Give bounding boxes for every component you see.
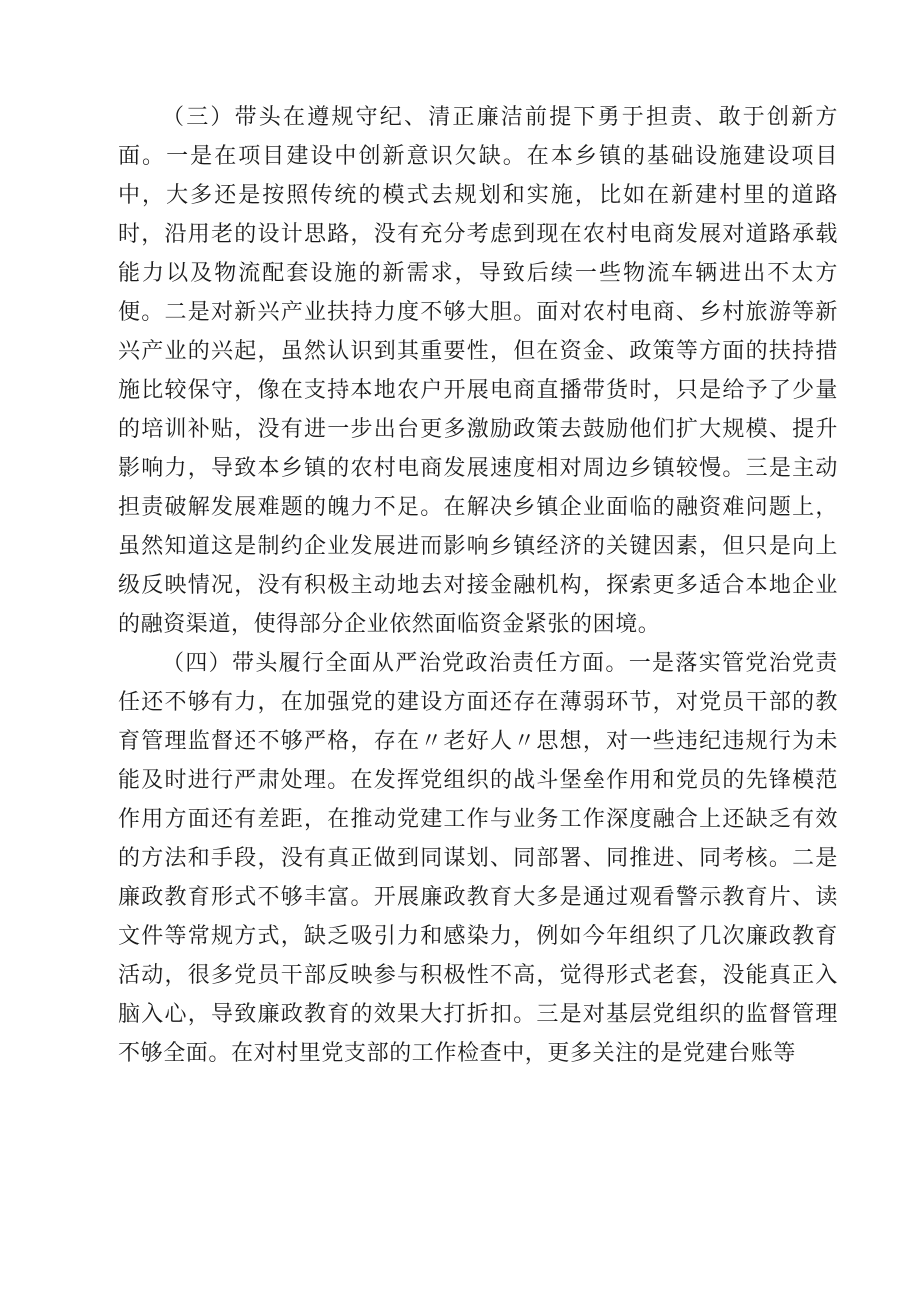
- document-body: [118, 98, 838, 1073]
- paragraph-section-four: （四）带头履行全面从严治党政治责任方面。一是落实管党治党责任还不够有力，在加强党的建设方面还存在薄弱环节，对党员干部的教育管理监督还不够严格，存在〃老好人〃思想，对一些违纪违规行为未能及时进行严肃处理。在发挥党组织的战斗堡垒作用和党员的先锋模范作用方面还有差距，在推动党建工作与业务工作深度融合上还缺乏有效的方法和手段，没有真正做到同谋划、同部署、同推进、同考核。二是廉政教育形式不够丰富。开展廉政教育大多是通过观看警示教育片、读文件等常规方式，缺乏吸引力和感染力，例如今年组织了几次廉政教育活动，很多党员干部反映参与积极性不高，觉得形式老套，没能真正入脑入心，导致廉政教育的效果大打折扣。三是对基层党组织的监督管理不够全面。在对村里党支部的工作检查中，更多关注的是党建台账等: [118, 651, 838, 1066]
- paragraph-section-three: （三）带头在遵规守纪、清正廉洁前提下勇于担责、敢于创新方面。一是在项目建设中创新意识欠缺。在本乡镇的基础设施建设项目中，大多还是按照传统的模式去规划和实施，比如在新建村里的道路时，沿用老的设计思路，没有充分考虑到现在农村电商发展对道路承载能力以及物流配套设施的新需求，导致后续一些物流车辆进出不太方便。二是对新兴产业扶持力度不够大胆。面对农村电商、乡村旅游等新兴产业的兴起，虽然认识到其重要性，但在资金、政策等方面的扶持措施比较保守，像在支持本地农户开展电商直播带货时，只是给予了少量的培训补贴，没有进一步出台更多激励政策去鼓励他们扩大规模、提升影响力，导致本乡镇的农村电商发展速度相对周边乡镇较慢。三是主动担责破解发展难题的魄力不足。在解决乡镇企业面临的融资难问题上，虽然知道这是制约企业发展进而影响乡镇经济的关键因素，但只是向上级反映情况，没有积极主动地去对接金融机构，探索更多适合本地企业的融资渠道，使得部分企业依然面临资金紧张的困境。: [118, 105, 838, 637]
